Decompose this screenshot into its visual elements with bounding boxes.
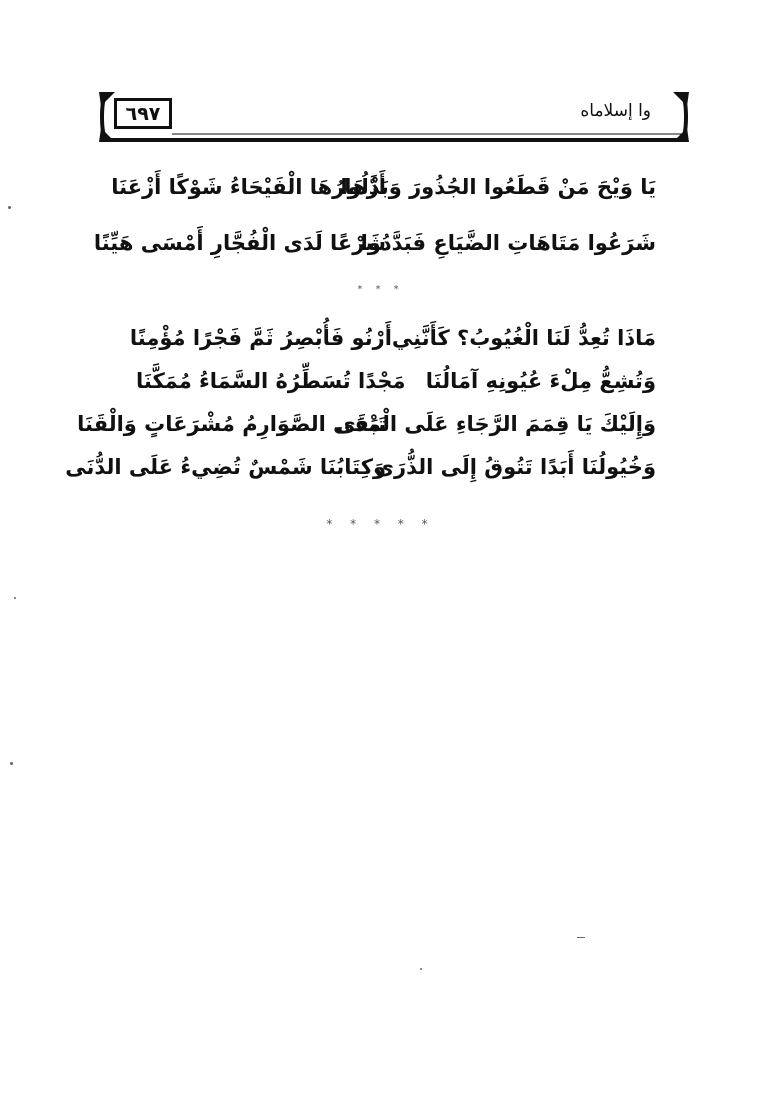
second-hemistich: مَجْدًا تُسَطِّرُهُ السَّمَاءُ مُمَكَّنَا [136,369,406,393]
first-hemistich: يَا وَيْحَ مَنْ قَطَعُوا الجُذُورَ وَبَدَّلُوا [340,175,656,199]
first-hemistich: شَرَعُوا مَتَاهَاتِ الضَّيَاعِ فَبَدَّدُوا [360,231,656,255]
page-number: ٦٩٧ [114,98,172,129]
verse [136,366,656,409]
verse [93,228,656,284]
verse [111,172,656,228]
verse [129,323,656,366]
first-hemistich: وَإِلَيْكَ يَا قِمَمَ الرَّجَاءِ عَلَى الْمَدَى [336,412,656,436]
running-title: وا إسلاماه [580,101,651,121]
second-hemistich: شَرْعًا لَدَى الْفُجَّارِ أَمْسَى هَيِّنًا [93,231,386,255]
scan-speck [420,968,422,970]
stanza [93,172,656,284]
first-hemistich: مَاذَا تُعِدُّ لَنَا الْغُيُوبُ؟ كَأَنَّنِي [391,326,656,350]
page-header [97,90,691,146]
verse [65,452,656,495]
scan-speck [577,937,585,938]
second-hemistich: وَكِتَابُنَا شَمْسٌ تُضِيءُ عَلَى الدُّنَى [65,455,386,479]
scan-speck [10,762,13,765]
end-separator: * * * * * [326,517,435,531]
verse [77,409,656,452]
second-hemistich: أَرْنُو فَأُبْصِرُ ثَمَّ فَجْرًا مُؤْمِنًا [129,326,392,350]
second-hemistich: أَزْهَارُهَا الْفَيْحَاءُ شَوْكًا أَزْعَنَا [111,175,386,199]
first-hemistich: وَخُيُولُنَا أَبَدًا تَتُوقُ إِلَى الذُّرَى [374,455,656,479]
stanza [65,323,656,495]
scan-speck [8,206,11,209]
stanza-separator: * * * [357,284,404,295]
second-hemistich: تَبْقَى الصَّوَارِمُ مُشْرَعَاتٍ وَالْقَنَا [77,412,386,436]
scan-speck [14,597,16,599]
first-hemistich: وَتُشِعُّ مِلْءَ عُيُونِهِ آمَالُنَا [425,369,656,393]
